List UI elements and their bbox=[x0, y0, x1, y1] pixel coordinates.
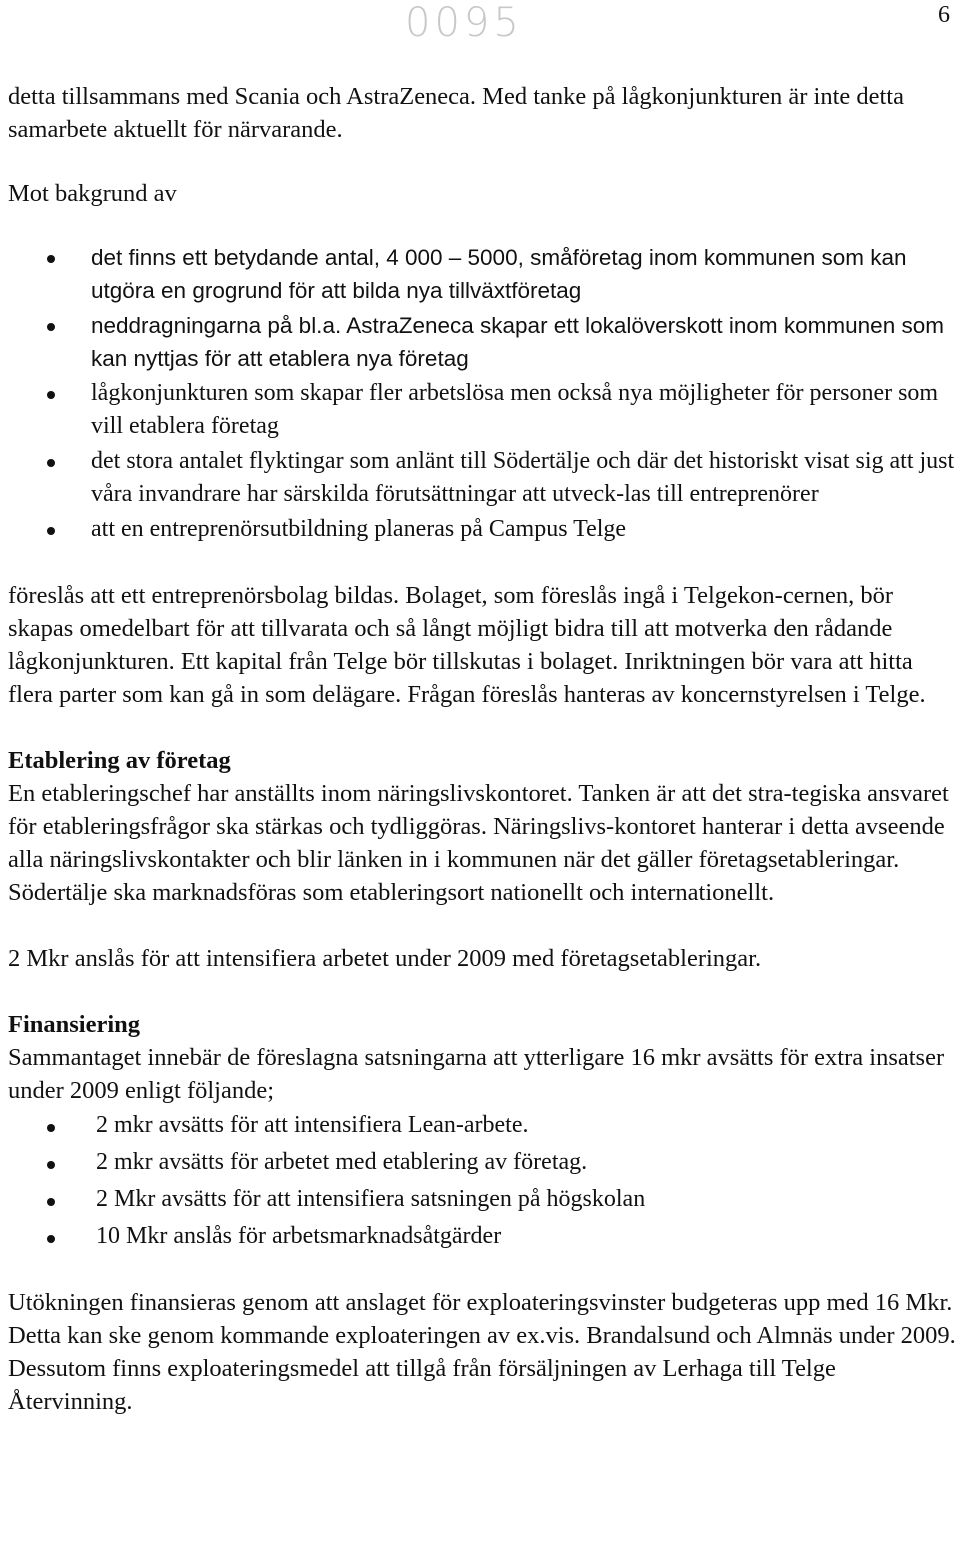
list-item: 10 Mkr anslås för arbetsmarknadsåtgärder bbox=[8, 1218, 956, 1255]
list-item: 2 Mkr avsätts för att intensifiera satsningen på högskolan bbox=[8, 1181, 956, 1218]
background-bullet-list bbox=[8, 241, 956, 546]
page-number: 6 bbox=[938, 2, 950, 28]
archive-stamp: 0095 bbox=[405, 0, 523, 46]
list-item: neddragningarna på bl.a. AstraZeneca skapar ett lokalöverskott inom kommunen som kan nyttjas för att etablera nya företag bbox=[8, 309, 956, 375]
financing-bullet-list bbox=[8, 1107, 956, 1255]
financing-closing-paragraph: Utökningen finansieras genom att anslaget för exploateringsvinster budgeteras upp med 16 Mkr. Detta kan ske genom kommande exploateringen av ex.vis. Brandalsund och Almnäs under 2009. Dessutom finns exploateringsmedel att tillgå från försäljningen av Lerhaga till Telge Återvinning. bbox=[8, 1289, 956, 1415]
list-item: det stora antalet flyktingar som anlänt till Södertälje och där det historiskt visat sig att just våra invandrare har särskilda förutsättningar att utveck-las till entreprenörer bbox=[8, 445, 956, 511]
list-item: det finns ett betydande antal, 4 000 – 5000, småföretag inom kommunen som kan utgöra en grogrund för att bilda nya tillväxtföretag bbox=[8, 241, 956, 307]
establishment-paragraph: En etableringschef har anställts inom näringslivskontoret. Tanken är att det stra-tegiska ansvaret för etableringsfrågor ska stärkas och tydliggöras. Näringslivs-kontoret hanterar i detta avseende alla näringslivskontakter och blir länken in i kommunen när det gäller företagsetableringar. Södertälje ska marknadsföras som etableringsort nationellt och internationellt. bbox=[8, 780, 949, 906]
section-heading-establishment: Etablering av företag bbox=[8, 747, 231, 774]
document-body bbox=[8, 80, 956, 1418]
list-item: att en entreprenörsutbildning planeras på Campus Telge bbox=[8, 513, 956, 546]
establishment-allocation: 2 Mkr anslås för att intensifiera arbetet under 2009 med företagsetableringar. bbox=[8, 945, 762, 972]
financing-paragraph: Sammantaget innebär de föreslagna satsningarna att ytterligare 16 mkr avsätts för extra insatser under 2009 enligt följande; bbox=[8, 1044, 945, 1104]
intro-paragraph: detta tillsammans med Scania och AstraZeneca. Med tanke på lågkonjunkturen är inte detta samarbete aktuellt för närvarande. bbox=[8, 83, 904, 143]
lead-in: Mot bakgrund av bbox=[8, 180, 177, 207]
list-item: 2 mkr avsätts för att intensifiera Lean-arbete. bbox=[8, 1107, 956, 1144]
proposal-paragraph: föreslås att ett entreprenörsbolag bildas. Bolaget, som föreslås ingå i Telgekon-cernen, bör skapas omedelbart för att tillvarata och så långt möjligt bidra till att motverka den rådande lågkonjunkturen. Ett kapital från Telge bör tillskutas i bolaget. Inriktningen bör vara att hitta flera parter som kan gå in som delägare. Frågan föreslås hanteras av koncernstyrelsen i Telge. bbox=[8, 582, 926, 708]
section-heading-financing: Finansiering bbox=[8, 1011, 141, 1038]
list-item: lågkonjunkturen som skapar fler arbetslösa men också nya möjligheter för personer som vill etablera företag bbox=[8, 377, 956, 443]
list-item: 2 mkr avsätts för arbetet med etablering av företag. bbox=[8, 1144, 956, 1181]
